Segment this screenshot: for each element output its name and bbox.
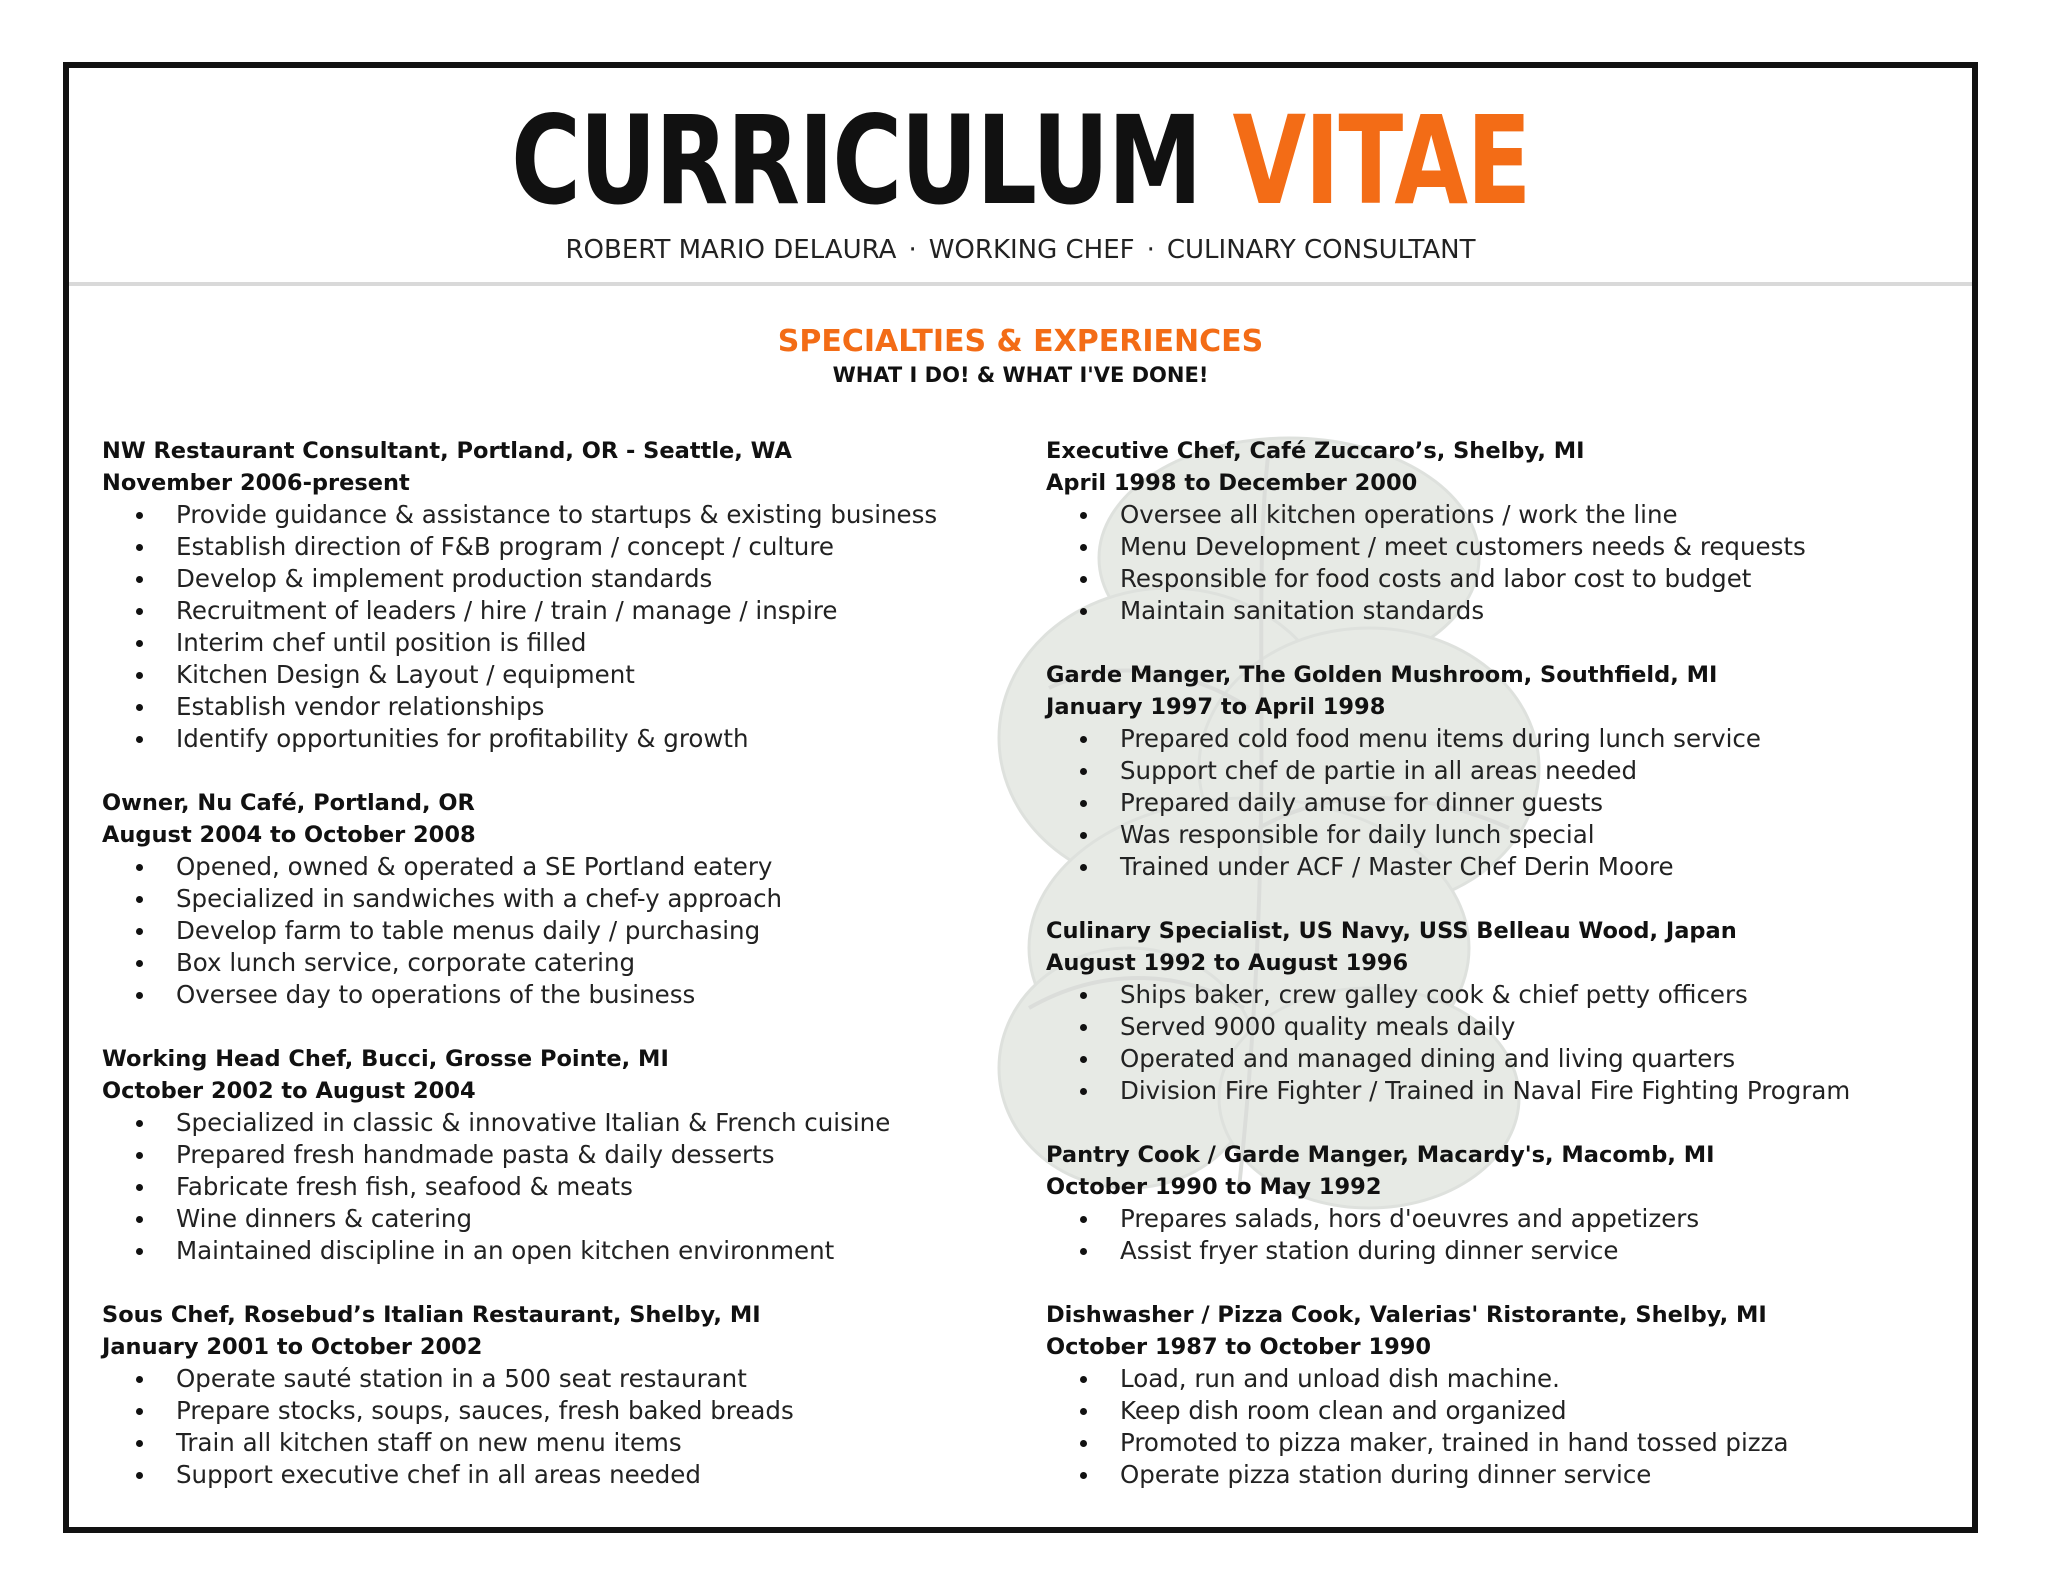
role-working-chef: WORKING CHEF xyxy=(928,235,1135,265)
list-item: Oversee day to operations of the business xyxy=(176,979,1002,1011)
list-item: Maintained discipline in an open kitchen environment xyxy=(176,1235,1002,1267)
list-item: Prepared fresh handmade pasta & daily desserts xyxy=(176,1139,1002,1171)
job-dates: April 1998 to December 2000 xyxy=(1046,470,1418,496)
list-item: Menu Development / meet customers needs & requests xyxy=(1120,531,1946,563)
left-column-experience xyxy=(102,435,1002,1523)
list-item: Specialized in sandwiches with a chef-y approach xyxy=(176,883,1002,915)
list-item: Establish direction of F&B program / concept / culture xyxy=(176,531,1002,563)
list-item: Specialized in classic & innovative Italian & French cuisine xyxy=(176,1107,1002,1139)
job-entry xyxy=(102,1299,1002,1491)
list-item: Was responsible for daily lunch special xyxy=(1120,819,1946,851)
job-dates: August 2004 to October 2008 xyxy=(102,822,476,848)
job-entry xyxy=(1046,659,1946,883)
list-item: Operated and managed dining and living quarters xyxy=(1120,1043,1946,1075)
list-item: Prepared cold food menu items during lunch service xyxy=(1120,723,1946,755)
list-item: Support chef de partie in all areas needed xyxy=(1120,755,1946,787)
list-item: Recruitment of leaders / hire / train / manage / inspire xyxy=(176,595,1002,627)
job-duties-list xyxy=(1046,1363,1946,1491)
list-item: Identify opportunities for profitability & growth xyxy=(176,723,1002,755)
list-item: Prepared daily amuse for dinner guests xyxy=(1120,787,1946,819)
list-item: Promoted to pizza maker, trained in hand tossed pizza xyxy=(1120,1427,1946,1459)
cv-title xyxy=(278,90,1762,232)
job-title: Culinary Specialist, US Navy, USS Belleau Wood, Japan xyxy=(1046,918,1737,944)
job-entry xyxy=(1046,435,1946,627)
list-item: Ships baker, crew galley cook & chief petty officers xyxy=(1120,979,1946,1011)
list-item: Wine dinners & catering xyxy=(176,1203,1002,1235)
list-item: Kitchen Design & Layout / equipment xyxy=(176,659,1002,691)
list-item: Prepare stocks, soups, sauces, fresh baked breads xyxy=(176,1395,1002,1427)
job-duties-list xyxy=(1046,499,1946,627)
job-entry xyxy=(1046,1139,1946,1267)
section-subtitle: WHAT I DO! & WHAT I'VE DONE! xyxy=(832,363,1209,387)
separator-dot: · xyxy=(908,235,917,265)
section-heading xyxy=(69,324,1972,387)
person-name: ROBERT MARIO DELAURA xyxy=(565,235,897,265)
list-item: Establish vendor relationships xyxy=(176,691,1002,723)
job-title: NW Restaurant Consultant, Portland, OR - Seattle, WA xyxy=(102,438,792,464)
job-duties-list xyxy=(1046,723,1946,883)
list-item: Keep dish room clean and organized xyxy=(1120,1395,1946,1427)
job-duties-list xyxy=(1046,979,1946,1107)
list-item: Maintain sanitation standards xyxy=(1120,595,1946,627)
separator-dot: · xyxy=(1146,235,1155,265)
job-entry xyxy=(102,435,1002,755)
job-dates: October 2002 to August 2004 xyxy=(102,1078,476,1104)
header-divider xyxy=(69,282,1972,286)
job-dates: October 1990 to May 1992 xyxy=(1046,1174,1382,1200)
job-dates: January 2001 to October 2002 xyxy=(102,1334,483,1360)
title-word-curriculum: CURRICULUM xyxy=(511,90,1201,232)
job-duties-list xyxy=(102,1107,1002,1267)
job-title: Executive Chef, Café Zuccaro’s, Shelby, MI xyxy=(1046,438,1585,464)
job-entry xyxy=(1046,1299,1946,1491)
title-word-vitae: VITAE xyxy=(1232,90,1530,232)
job-entry xyxy=(1046,915,1946,1107)
list-item: Train all kitchen staff on new menu items xyxy=(176,1427,1002,1459)
list-item: Develop & implement production standards xyxy=(176,563,1002,595)
list-item: Division Fire Fighter / Trained in Naval Fire Fighting Program xyxy=(1120,1075,1946,1107)
job-duties-list xyxy=(102,851,1002,1011)
job-entry xyxy=(102,787,1002,1011)
job-title: Dishwasher / Pizza Cook, Valerias' Ristorante, Shelby, MI xyxy=(1046,1302,1767,1328)
cv-subtitle xyxy=(69,235,1972,265)
list-item: Box lunch service, corporate catering xyxy=(176,947,1002,979)
job-duties-list xyxy=(102,499,1002,755)
job-dates: August 1992 to August 1996 xyxy=(1046,950,1409,976)
list-item: Assist fryer station during dinner service xyxy=(1120,1235,1946,1267)
job-title: Working Head Chef, Bucci, Grosse Pointe, MI xyxy=(102,1046,669,1072)
list-item: Prepares salads, hors d'oeuvres and appetizers xyxy=(1120,1203,1946,1235)
list-item: Provide guidance & assistance to startups & existing business xyxy=(176,499,1002,531)
list-item: Interim chef until position is filled xyxy=(176,627,1002,659)
right-column-experience xyxy=(1046,435,1946,1523)
job-title: Garde Manger, The Golden Mushroom, Southfield, MI xyxy=(1046,662,1718,688)
job-dates: October 1987 to October 1990 xyxy=(1046,1334,1432,1360)
list-item: Opened, owned & operated a SE Portland eatery xyxy=(176,851,1002,883)
list-item: Develop farm to table menus daily / purchasing xyxy=(176,915,1002,947)
list-item: Responsible for food costs and labor cost to budget xyxy=(1120,563,1946,595)
cv-header xyxy=(69,68,1972,288)
list-item: Oversee all kitchen operations / work the line xyxy=(1120,499,1946,531)
job-duties-list xyxy=(1046,1203,1946,1267)
list-item: Fabricate fresh fish, seafood & meats xyxy=(176,1171,1002,1203)
job-title: Pantry Cook / Garde Manger, Macardy's, Macomb, MI xyxy=(1046,1142,1715,1168)
list-item: Load, run and unload dish machine. xyxy=(1120,1363,1946,1395)
job-entry xyxy=(102,1043,1002,1267)
job-dates: January 1997 to April 1998 xyxy=(1046,694,1386,720)
role-culinary-consultant: CULINARY CONSULTANT xyxy=(1166,235,1476,265)
job-duties-list xyxy=(102,1363,1002,1491)
list-item: Trained under ACF / Master Chef Derin Moore xyxy=(1120,851,1946,883)
job-dates: November 2006-present xyxy=(102,470,410,496)
list-item: Served 9000 quality meals daily xyxy=(1120,1011,1946,1043)
section-title: SPECIALTIES & EXPERIENCES xyxy=(777,324,1264,359)
job-title: Sous Chef, Rosebud’s Italian Restaurant, Shelby, MI xyxy=(102,1302,761,1328)
job-title: Owner, Nu Café, Portland, OR xyxy=(102,790,475,816)
cv-page-frame xyxy=(63,62,1978,1533)
list-item: Operate pizza station during dinner service xyxy=(1120,1459,1946,1491)
list-item: Operate sauté station in a 500 seat restaurant xyxy=(176,1363,1002,1395)
list-item: Support executive chef in all areas needed xyxy=(176,1459,1002,1491)
